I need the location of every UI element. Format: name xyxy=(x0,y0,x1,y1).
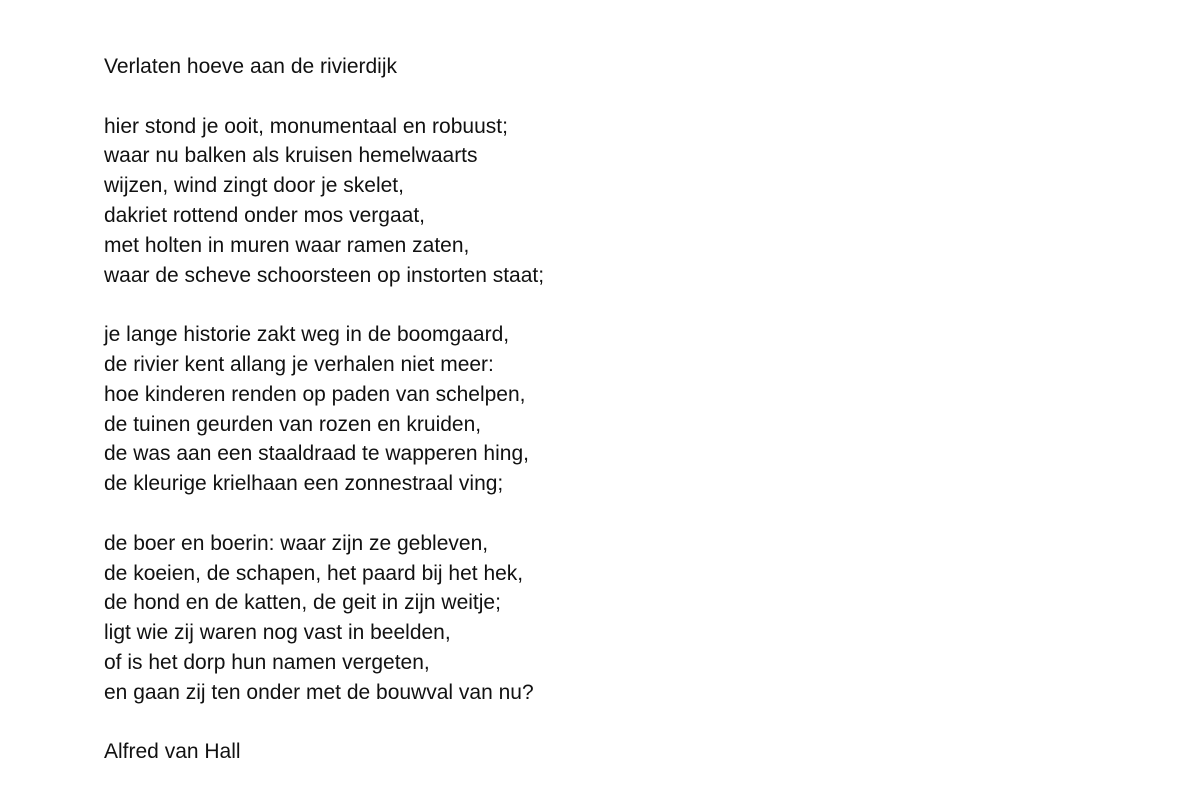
poem-line: met holten in muren waar ramen zaten, xyxy=(104,233,470,257)
stanza-gap xyxy=(104,708,1104,738)
poem-line: de koeien, de schapen, het paard bij het hek, xyxy=(104,561,524,585)
poem-line: de was aan een staaldraad te wapperen hing, xyxy=(104,442,529,466)
poem-line: ligt wie zij waren nog vast in beelden, xyxy=(104,621,451,645)
poem-line: je lange historie zakt weg in de boomgaard, xyxy=(104,323,510,347)
poem-line: hoe kinderen renden op paden van schelpen, xyxy=(104,382,526,406)
poem-title: Verlaten hoeve aan de rivierdijk xyxy=(104,55,398,78)
stanza-gap xyxy=(104,82,1104,112)
poem-line: de tuinen geurden van rozen en kruiden, xyxy=(104,412,482,436)
poem-line: hier stond je ooit, monumentaal en robuust; xyxy=(104,114,508,138)
poem-line: de kleurige krielhaan een zonnestraal ving; xyxy=(104,472,504,496)
poem-line: of is het dorp hun namen vergeten, xyxy=(104,650,430,674)
poem-line: waar de scheve schoorsteen op instorten staat; xyxy=(104,263,545,287)
poem-document xyxy=(104,52,1104,767)
poem-line: dakriet rottend onder mos vergaat, xyxy=(104,203,426,227)
poem-line: en gaan zij ten onder met de bouwval van nu? xyxy=(104,680,534,704)
stanza-gap xyxy=(104,499,1104,529)
poem-line: de rivier kent allang je verhalen niet meer: xyxy=(104,352,494,376)
poem-line: de boer en boerin: waar zijn ze gebleven, xyxy=(104,531,489,555)
stanza-3 xyxy=(104,529,1104,708)
poem-line: de hond en de katten, de geit in zijn weitje; xyxy=(104,591,501,615)
stanza-1 xyxy=(104,112,1104,291)
poem-line: waar nu balken als kruisen hemelwaarts xyxy=(104,144,478,168)
poem-author: Alfred van Hall xyxy=(104,740,241,764)
stanza-2 xyxy=(104,320,1104,499)
stanza-gap xyxy=(104,290,1104,320)
poem-line: wijzen, wind zingt door je skelet, xyxy=(104,174,404,198)
